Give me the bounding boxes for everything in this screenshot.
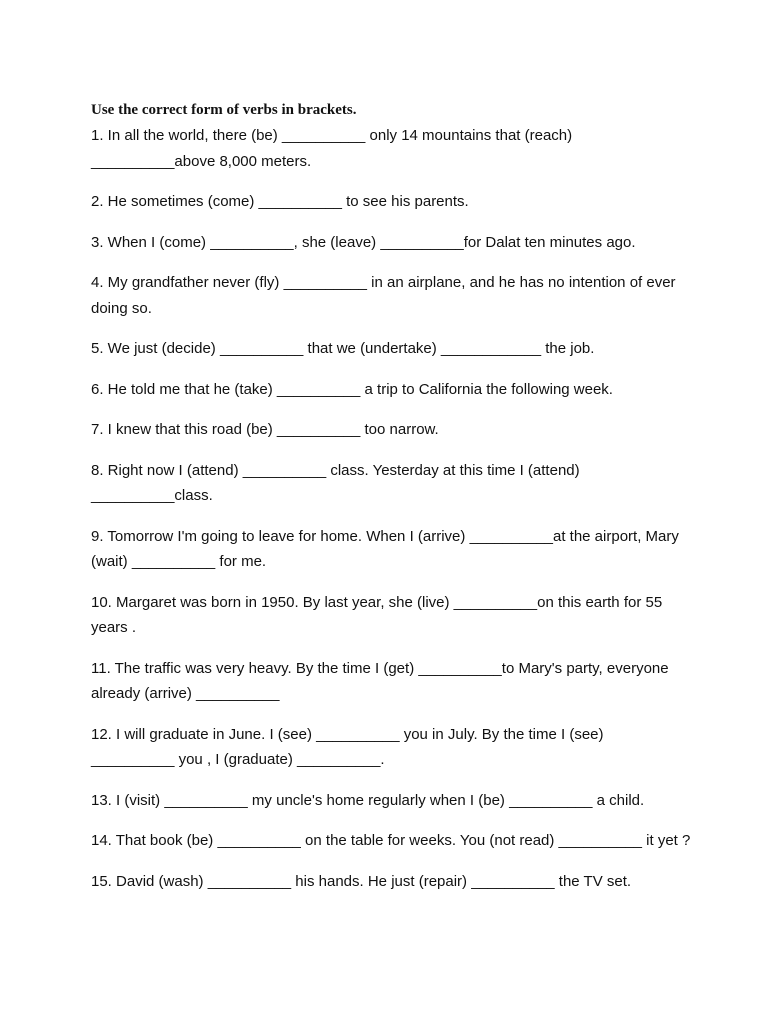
- exercise-item-9: 9. Tomorrow I'm going to leave for home. When I (arrive) __________at the airport, Mary (wait) __________ for me.: [91, 527, 679, 570]
- exercise-item-10: 10. Margaret was born in 1950. By last year, she (live) __________on this earth for 55 years .: [91, 593, 663, 636]
- worksheet-instructions: Use the correct form of verbs in brackets.: [91, 102, 357, 118]
- exercise-item-4: 4. My grandfather never (fly) __________ in an airplane, and he has no intention of ever doing so.: [91, 274, 676, 317]
- exercise-item-7: 7. I knew that this road (be) __________ too narrow.: [91, 421, 439, 438]
- exercise-item-3: 3. When I (come) __________, she (leave) __________for Dalat ten minutes ago.: [91, 233, 636, 251]
- worksheet: [91, 100, 691, 894]
- exercise-item-15: 15. David (wash) __________ his hands. He just (repair) __________ the TV set.: [91, 872, 632, 890]
- exercise-item-11: 11. The traffic was very heavy. By the time I (get) __________to Mary's party, everyone already (arrive) __________: [91, 659, 669, 702]
- exercise-item-1: 1. In all the world, there (be) __________ only 14 mountains that (reach) __________above 8,000 meters.: [91, 127, 573, 170]
- exercise-item-8: 8. Right now I (attend) __________ class. Yesterday at this time I (attend) __________class.: [91, 461, 580, 504]
- exercise-item-2: 2. He sometimes (come) __________ to see his parents.: [91, 193, 469, 210]
- exercise-item-14: 14. That book (be) __________ on the table for weeks. You (not read) __________ it yet ?: [91, 832, 691, 849]
- exercise-item-6: 6. He told me that he (take) __________ a trip to California the following week.: [91, 380, 613, 398]
- exercise-item-12: 12. I will graduate in June. I (see) __________ you in July. By the time I (see) __________ you , I (graduate) __________.: [91, 725, 604, 768]
- exercise-item-13: 13. I (visit) __________ my uncle's home regularly when I (be) __________ a child.: [91, 791, 645, 809]
- exercise-item-5: 5. We just (decide) __________ that we (undertake) ____________ the job.: [91, 340, 595, 357]
